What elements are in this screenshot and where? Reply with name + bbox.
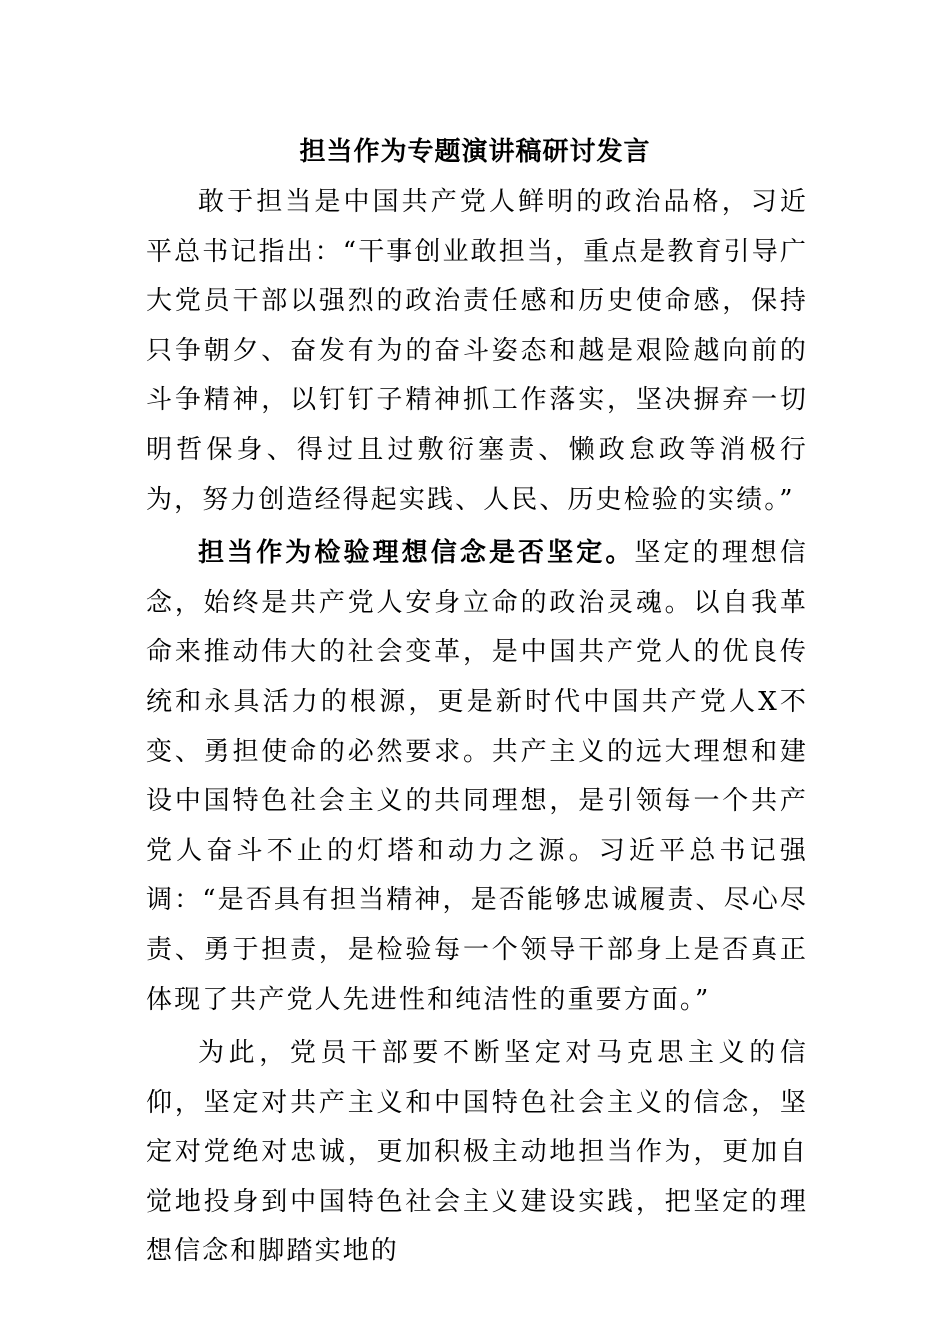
paragraph-heading: 担当作为检验理想信念是否坚定。: [198, 538, 635, 569]
paragraph-intro: [146, 178, 808, 525]
document-body: [146, 178, 808, 1277]
paragraph-text: 敢于担当是中国共产党人鲜明的政治品格，习近平总书记指出：“干事创业敢担当，重点是教育引导广大党员干部以强烈的政治责任感和历史使命感，保持只争朝夕、奋发有为的奋斗姿态和越是艰险越向前的斗争精神，以钉钉子精神抓工作落实，坚决摒弃一切明哲保身、得过且过敷衍塞责、懒政怠政等消极行为，努力创造经得起实践、人民、历史检验的实绩。”: [146, 187, 808, 515]
paragraph-text: 为此，党员干部要不断坚定对马克思主义的信仰，坚定对共产主义和中国特色社会主义的信念，坚定对党绝对忠诚，更加积极主动地担当作为，更加自觉地投身到中国特色社会主义建设实践，把坚定的理想信念和脚踏实地的: [146, 1038, 808, 1267]
paragraph-conclusion: [146, 1029, 808, 1277]
paragraph-text: 坚定的理想信念，始终是共产党人安身立命的政治灵魂。以自我革命来推动伟大的社会变革，是中国共产党人的优良传统和永具活力的根源，更是新时代中国共产党人X不变、勇担使命的必然要求。共产主义的远大理想和建设中国特色社会主义的共同理想，是引领每一个共产党人奋斗不止的灯塔和动力之源。习近平总书记强调：“是否具有担当精神，是否能够忠诚履责、尽心尽责、勇于担责，是检验每一个领导干部身上是否真正体现了共产党人先进性和纯洁性的重要方面。”: [146, 538, 808, 1015]
document-title: 担当作为专题演讲稿研讨发言: [299, 137, 651, 167]
paragraph-ideals: [146, 529, 808, 1025]
